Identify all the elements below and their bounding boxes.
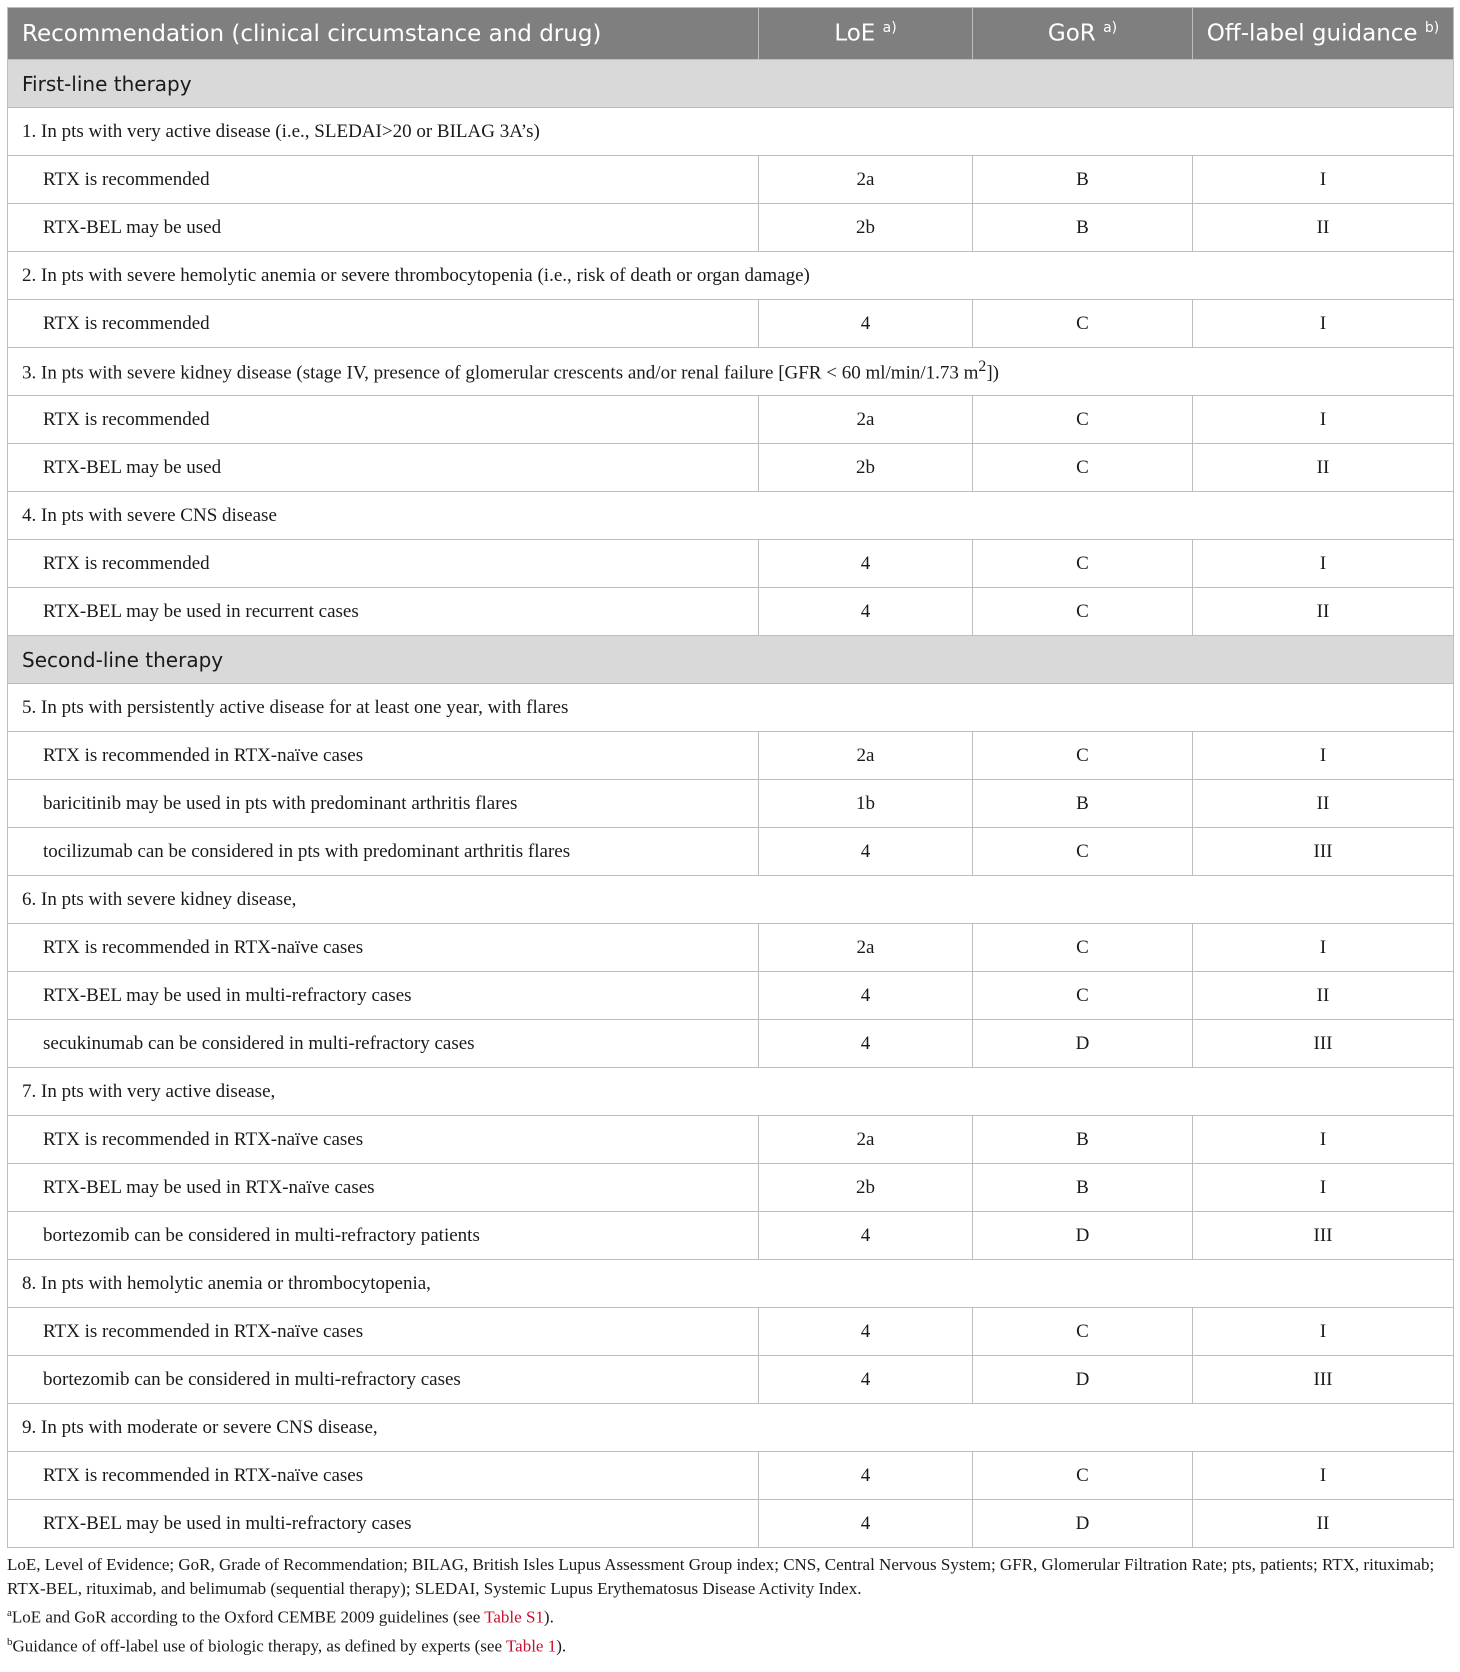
- recommendation-cell: RTX-BEL may be used in recurrent cases: [8, 588, 759, 636]
- group-row: [8, 252, 1454, 300]
- gor-cell: D: [973, 1500, 1193, 1548]
- header-loe: LoE $^{a)}$: [759, 8, 973, 60]
- offlabel-cell: I: [1193, 732, 1454, 780]
- gor-cell: D: [973, 1356, 1193, 1404]
- group-label-text: 9. In pts with moderate or severe CNS disease,: [22, 1416, 378, 1438]
- group-label: [8, 1068, 1454, 1116]
- recommendation-cell: RTX is recommended in RTX-naïve cases: [8, 1116, 759, 1164]
- table-body: [8, 60, 1454, 1548]
- gor-cell: C: [973, 972, 1193, 1020]
- recommendation-cell: RTX is recommended: [8, 300, 759, 348]
- group-row: [8, 1404, 1454, 1452]
- recommendation-cell: RTX is recommended in RTX-naïve cases: [8, 732, 759, 780]
- group-label-text: 2. In pts with severe hemolytic anemia or severe thrombocytopenia (i.e., risk of death or organ damage): [22, 264, 810, 286]
- offlabel-cell: I: [1193, 1452, 1454, 1500]
- loe-cell: 4: [759, 588, 973, 636]
- recommendation-cell: RTX is recommended in RTX-naïve cases: [8, 1452, 759, 1500]
- table-row: [8, 444, 1454, 492]
- group-label-sup: 2: [978, 358, 987, 376]
- gor-cell: C: [973, 1308, 1193, 1356]
- offlabel-cell: III: [1193, 828, 1454, 876]
- group-label-text: 6. In pts with severe kidney disease,: [22, 888, 297, 910]
- gor-cell: C: [973, 1452, 1193, 1500]
- group-label-text: 1. In pts with very active disease (i.e., SLEDAI>20 or BILAG 3A’s): [22, 120, 540, 142]
- loe-cell: 2a: [759, 732, 973, 780]
- group-row: [8, 108, 1454, 156]
- offlabel-cell: II: [1193, 1500, 1454, 1548]
- table-row: [8, 1356, 1454, 1404]
- loe-cell: 4: [759, 540, 973, 588]
- table-row: [8, 1452, 1454, 1500]
- offlabel-cell: II: [1193, 780, 1454, 828]
- recommendation-cell: RTX is recommended: [8, 540, 759, 588]
- table-row: [8, 1500, 1454, 1548]
- section-row: [8, 636, 1454, 684]
- offlabel-cell: I: [1193, 156, 1454, 204]
- group-label: [8, 492, 1454, 540]
- table-row: [8, 1164, 1454, 1212]
- loe-cell: 2a: [759, 1116, 973, 1164]
- loe-cell: 2a: [759, 156, 973, 204]
- group-label-text: 3. In pts with severe kidney disease (stage IV, presence of glomerular crescents and/or renal failure [GFR < 60 ml/min/1.73 m: [22, 362, 979, 384]
- offlabel-cell: III: [1193, 1356, 1454, 1404]
- table-row: [8, 204, 1454, 252]
- group-label-text: 5. In pts with persistently active disease for at least one year, with flares: [22, 696, 569, 718]
- recommendation-cell: secukinumab can be considered in multi-refractory cases: [8, 1020, 759, 1068]
- header-gor: GoR $^{a)}$: [973, 8, 1193, 60]
- recommendation-cell: RTX is recommended in RTX-naïve cases: [8, 924, 759, 972]
- gor-cell: B: [973, 204, 1193, 252]
- gor-cell: B: [973, 1116, 1193, 1164]
- recommendations-table: [7, 7, 1454, 1548]
- table-1-link[interactable]: Table 1: [505, 1636, 557, 1656]
- table-row: [8, 156, 1454, 204]
- group-row: [8, 876, 1454, 924]
- offlabel-cell: II: [1193, 204, 1454, 252]
- table-row: [8, 924, 1454, 972]
- recommendation-cell: baricitinib may be used in pts with predominant arthritis flares: [8, 780, 759, 828]
- loe-cell: 4: [759, 1356, 973, 1404]
- loe-cell: 4: [759, 1212, 973, 1260]
- group-row: [8, 684, 1454, 732]
- group-label: [8, 1260, 1454, 1308]
- gor-cell: D: [973, 1212, 1193, 1260]
- table-footnotes: [7, 1553, 1453, 1658]
- offlabel-cell: I: [1193, 540, 1454, 588]
- section-title: Second-line therapy: [8, 636, 1454, 684]
- loe-cell: 2b: [759, 1164, 973, 1212]
- gor-cell: C: [973, 924, 1193, 972]
- group-label-tail: ]): [986, 362, 999, 384]
- footnote-a: $^a$LoE and GoR according to the Oxford CEMBE 2009 guidelines (see Table S1).: [7, 1607, 554, 1627]
- gor-cell: C: [973, 300, 1193, 348]
- offlabel-cell: II: [1193, 588, 1454, 636]
- loe-cell: 4: [759, 300, 973, 348]
- loe-cell: 4: [759, 972, 973, 1020]
- group-row: [8, 1068, 1454, 1116]
- table-row: [8, 1116, 1454, 1164]
- recommendation-cell: RTX-BEL may be used: [8, 204, 759, 252]
- footnote-b: $^b$Guidance of off-label use of biologic therapy, as defined by experts (see Table 1).: [7, 1635, 567, 1656]
- gor-cell: C: [973, 444, 1193, 492]
- offlabel-cell: III: [1193, 1020, 1454, 1068]
- table-row: [8, 780, 1454, 828]
- offlabel-cell: I: [1193, 1308, 1454, 1356]
- loe-cell: 4: [759, 1452, 973, 1500]
- offlabel-cell: I: [1193, 396, 1454, 444]
- gor-cell: D: [973, 1020, 1193, 1068]
- section-title: First-line therapy: [8, 60, 1454, 108]
- recommendation-cell: RTX-BEL may be used: [8, 444, 759, 492]
- table-row: [8, 300, 1454, 348]
- table-row: [8, 588, 1454, 636]
- group-label-text: 8. In pts with hemolytic anemia or thrombocytopenia,: [22, 1272, 431, 1294]
- group-row: [8, 1260, 1454, 1308]
- loe-cell: 2b: [759, 204, 973, 252]
- group-label: [8, 108, 1454, 156]
- table-row: [8, 396, 1454, 444]
- gor-cell: B: [973, 156, 1193, 204]
- offlabel-cell: I: [1193, 1164, 1454, 1212]
- loe-cell: 4: [759, 1020, 973, 1068]
- loe-cell: 4: [759, 1308, 973, 1356]
- header-recommendation: Recommendation (clinical circumstance and drug): [8, 8, 759, 60]
- offlabel-cell: II: [1193, 972, 1454, 1020]
- table-row: [8, 972, 1454, 1020]
- footnote-abbreviations: LoE, Level of Evidence; GoR, Grade of Recommendation; BILAG, British Isles Lupus Assessment Group index; CNS, Central Nervous System; GFR, Glomerular Filtration Rate; pts, patients; RTX, rituximab; RTX-BEL, rituximab, and belimumab (sequential therapy); SLEDAI, Systemic Lupus Erythematosus Disease Activity Index.: [7, 1555, 1435, 1598]
- table-row: [8, 540, 1454, 588]
- recommendation-cell: RTX-BEL may be used in multi-refractory cases: [8, 1500, 759, 1548]
- loe-cell: 4: [759, 1500, 973, 1548]
- group-label: [8, 1404, 1454, 1452]
- gor-cell: B: [973, 1164, 1193, 1212]
- recommendation-cell: bortezomib can be considered in multi-refractory patients: [8, 1212, 759, 1260]
- gor-cell: C: [973, 828, 1193, 876]
- header-row: [8, 8, 1454, 60]
- loe-cell: 1b: [759, 780, 973, 828]
- gor-cell: C: [973, 540, 1193, 588]
- offlabel-cell: I: [1193, 924, 1454, 972]
- group-label: [8, 684, 1454, 732]
- table-row: [8, 828, 1454, 876]
- group-label-text: 7. In pts with very active disease,: [22, 1080, 276, 1102]
- recommendation-cell: bortezomib can be considered in multi-refractory cases: [8, 1356, 759, 1404]
- recommendation-cell: RTX-BEL may be used in multi-refractory cases: [8, 972, 759, 1020]
- offlabel-cell: I: [1193, 300, 1454, 348]
- gor-cell: C: [973, 396, 1193, 444]
- recommendation-cell: RTX is recommended in RTX-naïve cases: [8, 1308, 759, 1356]
- recommendation-cell: RTX is recommended: [8, 396, 759, 444]
- group-label: [8, 876, 1454, 924]
- recommendation-cell: RTX is recommended: [8, 156, 759, 204]
- offlabel-cell: I: [1193, 1116, 1454, 1164]
- table-row: [8, 732, 1454, 780]
- group-row: [8, 492, 1454, 540]
- table-container: [7, 7, 1453, 1658]
- loe-cell: 2b: [759, 444, 973, 492]
- loe-cell: 2a: [759, 924, 973, 972]
- group-row: [8, 348, 1454, 396]
- table-row: [8, 1308, 1454, 1356]
- recommendation-cell: tocilizumab can be considered in pts with predominant arthritis flares: [8, 828, 759, 876]
- table-row: [8, 1212, 1454, 1260]
- recommendation-cell: RTX-BEL may be used in RTX-naïve cases: [8, 1164, 759, 1212]
- table-s1-link[interactable]: Table S1: [484, 1607, 544, 1627]
- section-row: [8, 60, 1454, 108]
- offlabel-cell: III: [1193, 1212, 1454, 1260]
- gor-cell: C: [973, 732, 1193, 780]
- gor-cell: B: [973, 780, 1193, 828]
- table-row: [8, 1020, 1454, 1068]
- gor-cell: C: [973, 588, 1193, 636]
- group-label-text: 4. In pts with severe CNS disease: [22, 504, 277, 526]
- loe-cell: 4: [759, 828, 973, 876]
- group-label: [8, 252, 1454, 300]
- offlabel-cell: II: [1193, 444, 1454, 492]
- header-offlabel: Off-label guidance $^{b)}$: [1193, 8, 1454, 60]
- loe-cell: 2a: [759, 396, 973, 444]
- group-label: [8, 348, 1454, 396]
